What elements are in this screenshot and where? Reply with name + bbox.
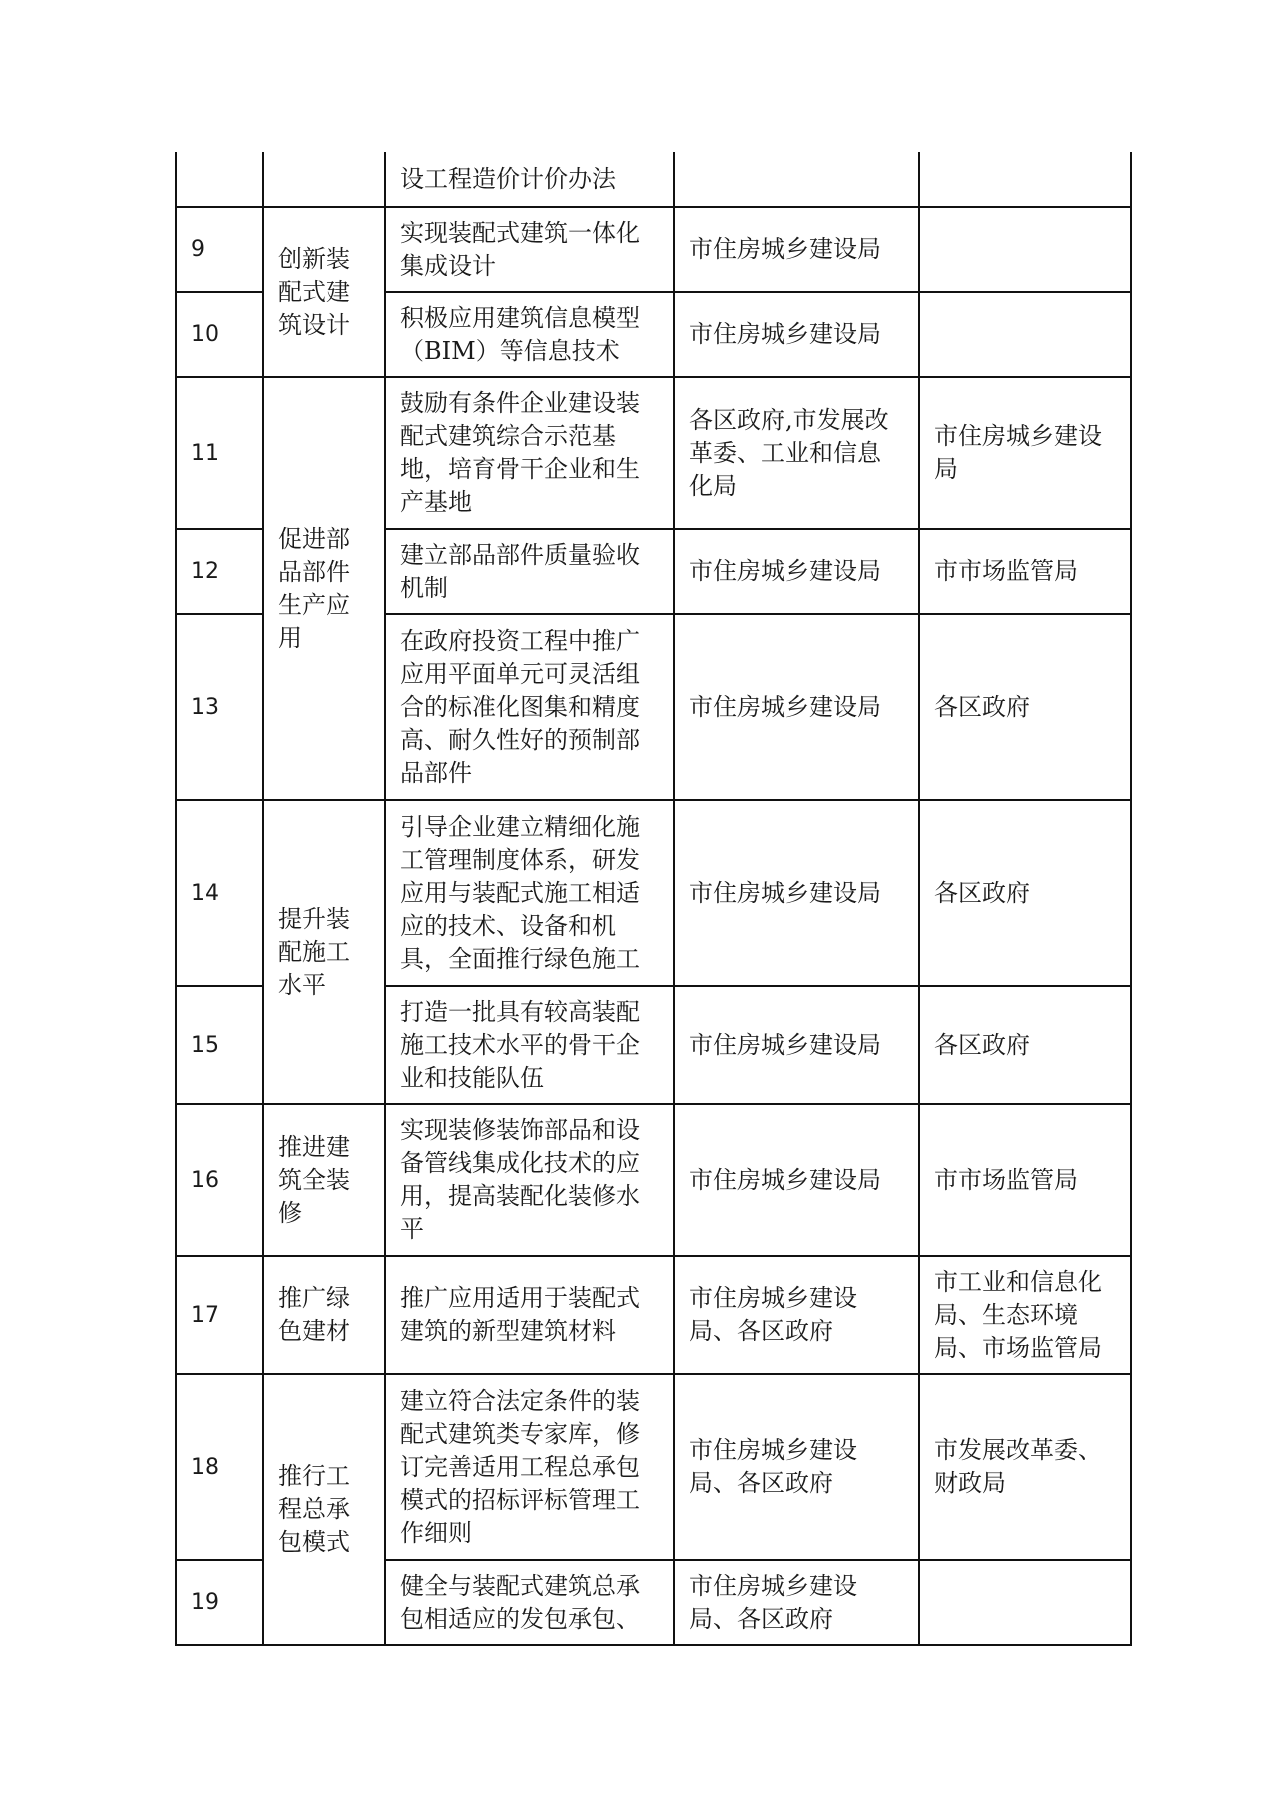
table-row xyxy=(176,1374,1131,1560)
cell-task-content: 积极应用建筑信息模型（BIM）等信息技术 xyxy=(385,292,674,377)
cell-cooperating-unit: 各区政府 xyxy=(919,614,1131,800)
cell-cooperating-unit: 市市场监管局 xyxy=(919,1104,1131,1256)
cell-task-content: 鼓励有条件企业建设装配式建筑综合示范基地，培育骨干企业和生产基地 xyxy=(385,377,674,529)
table-row xyxy=(176,377,1131,529)
cell-number: 10 xyxy=(176,292,263,377)
cell-number: 14 xyxy=(176,800,263,986)
cell-category: 推广绿色建材 xyxy=(263,1256,385,1374)
cell-lead-unit: 市住房城乡建设局 xyxy=(674,800,919,986)
cell-task-content: 实现装修装饰部品和设备管线集成化技术的应用，提高装配化装修水平 xyxy=(385,1104,674,1256)
cell-lead-unit: 市住房城乡建设局 xyxy=(674,529,919,614)
cell-number xyxy=(176,152,263,207)
table-row-continuation xyxy=(176,152,1131,207)
cell-number: 15 xyxy=(176,986,263,1104)
cell-lead-unit: 市住房城乡建设局 xyxy=(674,207,919,292)
table-row xyxy=(176,1104,1131,1256)
cell-lead-unit: 各区政府,市发展改革委、工业和信息化局 xyxy=(674,377,919,529)
cell-task-content: 建立符合法定条件的装配式建筑类专家库，修订完善适用工程总承包模式的招标评标管理工作细则 xyxy=(385,1374,674,1560)
cell-category: 创新装配式建筑设计 xyxy=(263,207,385,377)
cell-task-content: 建立部品部件质量验收机制 xyxy=(385,529,674,614)
cell-task-content: 健全与装配式建筑总承包相适应的发包承包、 xyxy=(385,1560,674,1645)
cell-task-content: 打造一批具有较高装配施工技术水平的骨干企业和技能队伍 xyxy=(385,986,674,1104)
cell-cooperating-unit: 市住房城乡建设局 xyxy=(919,377,1131,529)
cell-lead-unit: 市住房城乡建设局、各区政府 xyxy=(674,1560,919,1645)
table-row xyxy=(176,207,1131,292)
cell-lead-unit: 市住房城乡建设局、各区政府 xyxy=(674,1256,919,1374)
cell-cooperating-unit xyxy=(919,207,1131,292)
cell-task-content: 实现装配式建筑一体化集成设计 xyxy=(385,207,674,292)
cell-task-content: 在政府投资工程中推广应用平面单元可灵活组合的标准化图集和精度高、耐久性好的预制部品部件 xyxy=(385,614,674,800)
cell-task-content: 引导企业建立精细化施工管理制度体系，研发应用与装配式施工相适应的技术、设备和机具，全面推行绿色施工 xyxy=(385,800,674,986)
cell-number: 16 xyxy=(176,1104,263,1256)
cell-lead-unit: 市住房城乡建设局、各区政府 xyxy=(674,1374,919,1560)
task-table xyxy=(175,152,1132,1646)
cell-number: 18 xyxy=(176,1374,263,1560)
cell-category: 促进部品部件生产应用 xyxy=(263,377,385,800)
cell-lead-unit: 市住房城乡建设局 xyxy=(674,292,919,377)
table-row xyxy=(176,1256,1131,1374)
cell-cooperating-unit: 市工业和信息化局、生态环境局、市场监管局 xyxy=(919,1256,1131,1374)
cell-cooperating-unit xyxy=(919,292,1131,377)
cell-category xyxy=(263,152,385,207)
cell-number: 13 xyxy=(176,614,263,800)
cell-cooperating-unit xyxy=(919,152,1131,207)
cell-category: 推进建筑全装修 xyxy=(263,1104,385,1256)
cell-number: 19 xyxy=(176,1560,263,1645)
cell-cooperating-unit: 各区政府 xyxy=(919,986,1131,1104)
cell-task-content: 设工程造价计价办法 xyxy=(385,152,674,207)
cell-category: 提升装配施工水平 xyxy=(263,800,385,1104)
cell-lead-unit: 市住房城乡建设局 xyxy=(674,614,919,800)
cell-number: 12 xyxy=(176,529,263,614)
cell-number: 9 xyxy=(176,207,263,292)
cell-category: 推行工程总承包模式 xyxy=(263,1374,385,1645)
cell-cooperating-unit xyxy=(919,1560,1131,1645)
cell-number: 11 xyxy=(176,377,263,529)
cell-cooperating-unit: 市发展改革委、财政局 xyxy=(919,1374,1131,1560)
cell-lead-unit: 市住房城乡建设局 xyxy=(674,1104,919,1256)
cell-cooperating-unit: 市市场监管局 xyxy=(919,529,1131,614)
cell-number: 17 xyxy=(176,1256,263,1374)
cell-task-content: 推广应用适用于装配式建筑的新型建筑材料 xyxy=(385,1256,674,1374)
cell-lead-unit: 市住房城乡建设局 xyxy=(674,986,919,1104)
cell-lead-unit xyxy=(674,152,919,207)
cell-cooperating-unit: 各区政府 xyxy=(919,800,1131,986)
table-row xyxy=(176,800,1131,986)
